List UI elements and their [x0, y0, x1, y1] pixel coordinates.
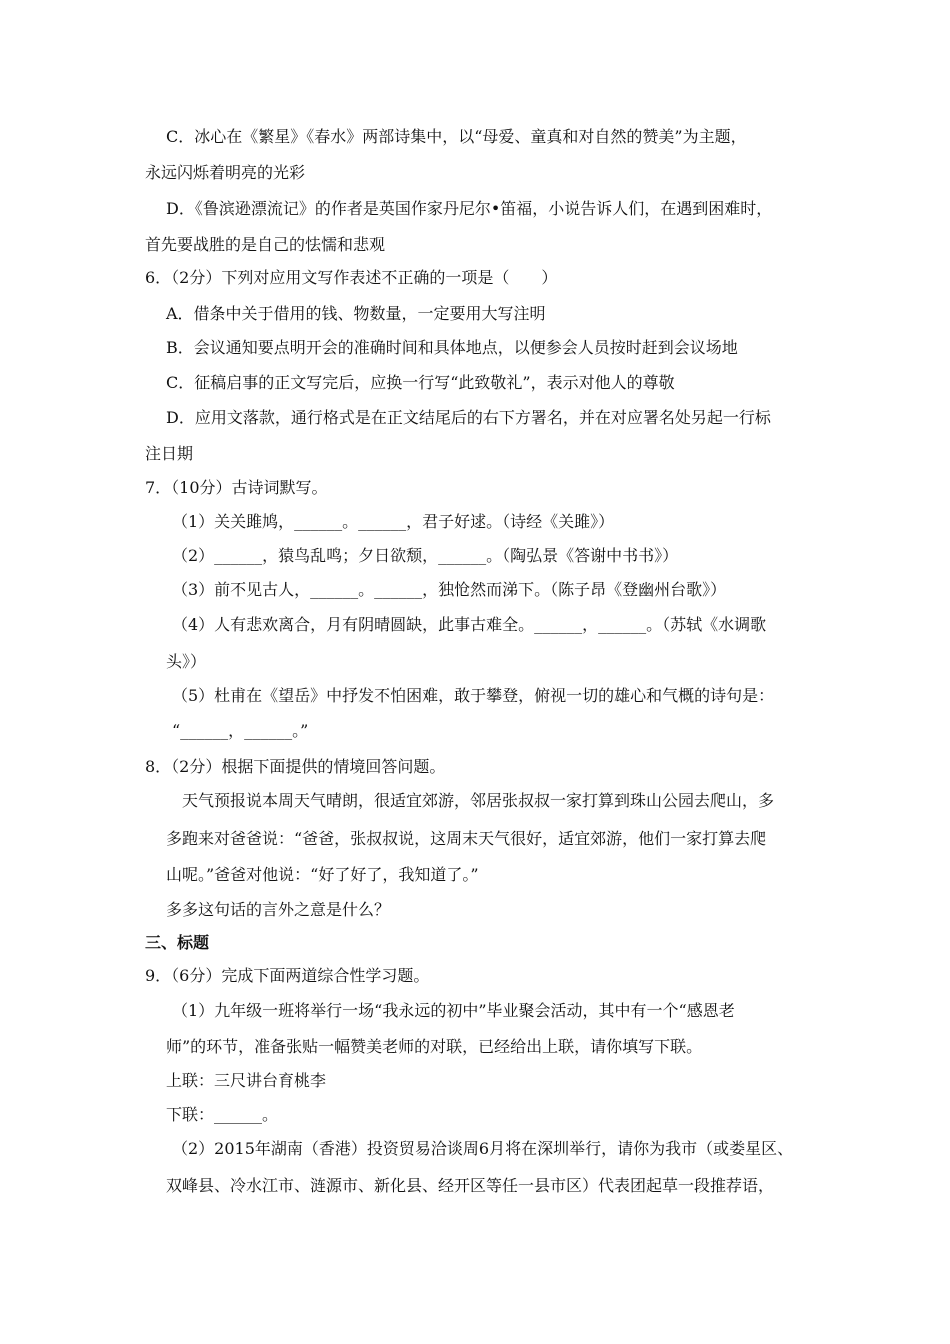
q8-passage-line2: 多跑来对爸爸说：“爸爸，张叔叔说，这周末天气很好，适宜郊游，他们一家打算去爬: [166, 829, 767, 848]
q6-option-b: B．会议通知要点明开会的准确时间和具体地点，以便参会人员按时赶到会议场地: [166, 338, 738, 357]
q6-option-a: A．借条中关于借用的钱、物数量，一定要用大写注明: [166, 304, 546, 323]
q6-stem: 6．（2分）下列对应用文写作表述不正确的一项是（ ）: [145, 268, 558, 287]
q7-sub-3: （3）前不见古人，______。______，独怆然而涕下。（陈子昂《登幽州台歌》）: [172, 580, 727, 599]
q7-sub-5-line1: （5）杜甫在《望岳》中抒发不怕困难，敢于攀登，俯视一切的雄心和气概的诗句是：: [172, 686, 775, 705]
q7-sub-2: （2）______，猿鸟乱鸣；夕日欲颓，______。（陶弘景《答谢中书书》）: [172, 546, 679, 565]
section-3-title: 三、标题: [145, 933, 210, 952]
q6-option-d-line1: D．应用文落款，通行格式是在正文结尾后的右下方署名，并在对应署名处另起一行标: [166, 408, 771, 427]
q9-stem: 9．（6分）完成下面两道综合性学习题。: [145, 966, 430, 985]
q5-option-c-line1: C．冰心在《繁星》《春水》两部诗集中，以“母爱、童真和对自然的赞美”为主题，: [166, 127, 747, 146]
q6-option-c: C．征稿启事的正文写完后，应换一行写“此致敬礼”，表示对他人的尊敬: [166, 373, 675, 392]
q8-passage-line3: 山呢。”爸爸对他说：“好了好了，我知道了。”: [166, 865, 479, 884]
q7-sub-5-line2: “______，______。”: [172, 721, 309, 740]
q9-sub-2-line2: 双峰县、冷水江市、涟源市、新化县、经开区等任一县市区）代表团起草一段推荐语，: [166, 1176, 775, 1195]
q5-option-c-line2: 永远闪烁着明亮的光彩: [145, 163, 306, 182]
q9-sub-2-line1: （2）2015年湖南（香港）投资贸易洽谈周6月将在深圳举行，请你为我市（或娄星区、: [172, 1139, 794, 1158]
q8-stem: 8．（2分）根据下面提供的情境回答问题。: [145, 757, 446, 776]
q7-sub-1: （1）关关雎鸠，______。______，君子好逑。（诗经《关雎》）: [172, 512, 615, 531]
q8-question: 多多这句话的言外之意是什么？: [166, 900, 391, 919]
q9-lower-couplet: 下联：______。: [166, 1105, 279, 1124]
q7-stem: 7．（10分）古诗词默写。: [145, 478, 328, 497]
q7-sub-4-line2: 头》）: [166, 652, 207, 671]
q5-option-d-line2: 首先要战胜的是自己的怯懦和悲观: [145, 235, 386, 254]
q9-upper-couplet: 上联：三尺讲台育桃李: [166, 1071, 327, 1090]
q7-sub-4-line1: （4）人有悲欢离合，月有阴晴圆缺，此事古难全。______，______。（苏轼《水调歌: [172, 615, 767, 634]
q8-passage-line1: 天气预报说本周天气晴朗，很适宜郊游，邻居张叔叔一家打算到珠山公园去爬山，多: [182, 791, 775, 810]
q6-option-d-line2: 注日期: [145, 444, 194, 463]
q9-sub-1-line1: （1）九年级一班将举行一场“我永远的初中”毕业聚会活动，其中有一个“感恩老: [172, 1001, 735, 1020]
q5-option-d-line1: D．《鲁滨逊漂流记》的作者是英国作家丹尼尔•笛福，小说告诉人们，在遇到困难时，: [166, 199, 773, 218]
q9-sub-1-line2: 师”的环节，准备张贴一幅赞美老师的对联，已经给出上联，请你填写下联。: [166, 1037, 703, 1056]
